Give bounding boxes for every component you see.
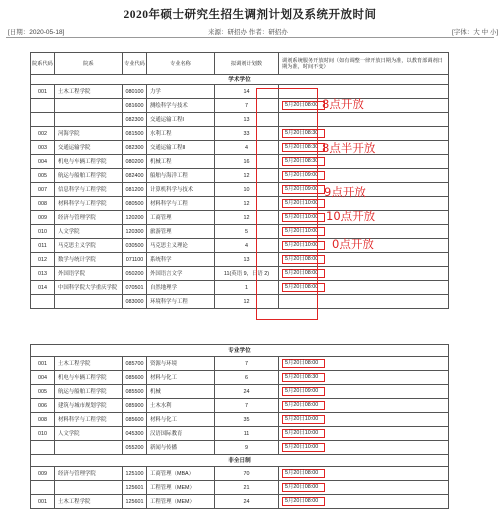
cell-mno: 085500: [123, 385, 147, 399]
cell-mno: 045300: [123, 427, 147, 441]
header-major: 专业名称: [147, 53, 215, 75]
cell-college: 土木工程学院: [55, 495, 123, 509]
page-title: 2020年硕士研究生招生调剂计划及系统开放时间: [123, 9, 377, 21]
cell-college: 马克思主义学院: [55, 239, 123, 253]
time-value: 5月20日08:30: [282, 129, 325, 138]
time-value: 5月20日10:00: [282, 227, 325, 236]
cell-cno: 011: [31, 239, 55, 253]
table-row: [31, 155, 449, 169]
table-row: [31, 99, 449, 113]
cell-major: 汉语国际教育: [147, 427, 215, 441]
cell-plan: 24: [215, 495, 279, 509]
cell-cno: 001: [31, 85, 55, 99]
cell-mno: 082400: [123, 169, 147, 183]
time-value: 5月20日08:00: [282, 469, 325, 478]
cell-cno: 008: [31, 197, 55, 211]
cell-plan: 13: [215, 253, 279, 267]
cell-plan: 12: [215, 295, 279, 309]
time-value: 5月20日10:00: [282, 443, 325, 452]
cell-college: 建筑与城市规划学院: [55, 399, 123, 413]
cell-mno: 055200: [123, 441, 147, 455]
table-row: [31, 253, 449, 267]
cell-major: 土木水利: [147, 399, 215, 413]
header-college-no: 院系代码: [31, 53, 55, 75]
table-row: [31, 281, 449, 295]
time-value: 5月20日08:30: [282, 373, 325, 382]
section-academic: 学术学位: [31, 75, 449, 85]
cell-plan: 21: [215, 481, 279, 495]
cell-cno: 012: [31, 253, 55, 267]
annotation-9: 9点开放: [324, 185, 366, 199]
header-major-no: 专业代码: [123, 53, 147, 75]
cell-major: 工商管理: [147, 211, 215, 225]
header-college: 院系: [55, 53, 123, 75]
cell-college: 信息科学与工程学院: [55, 183, 123, 197]
cell-plan: 70: [215, 467, 279, 481]
cell-mno: 125601: [123, 495, 147, 509]
cell-major: 工程管理（MEM）: [147, 481, 215, 495]
cell-time: [279, 413, 449, 427]
cell-major: 环境科学与工程: [147, 295, 215, 309]
time-value: 5月20日10:00: [282, 415, 325, 424]
table-row: [31, 183, 449, 197]
cell-mno: 083000: [123, 295, 147, 309]
cell-major: 水利工程: [147, 127, 215, 141]
table-row: [31, 239, 449, 253]
table-row: [31, 225, 449, 239]
cell-cno: 005: [31, 385, 55, 399]
annotation-0: 0点开放: [332, 237, 374, 251]
cell-plan: 4: [215, 141, 279, 155]
time-value: 5月20日10:00: [282, 199, 325, 208]
cell-time: [279, 399, 449, 413]
time-value: 5月20日08:30: [282, 157, 325, 166]
cell-mno: 081200: [123, 183, 147, 197]
header-plan: 拟调剂计划数: [215, 53, 279, 75]
cell-cno: 013: [31, 267, 55, 281]
cell-plan: 24: [215, 385, 279, 399]
cell-major: 自然地理学: [147, 281, 215, 295]
cell-college: [55, 441, 123, 455]
table-row: [31, 441, 449, 455]
annotation-10: 10点开放: [326, 209, 376, 223]
cell-college: [55, 295, 123, 309]
table-row: [31, 413, 449, 427]
cell-plan: 7: [215, 99, 279, 113]
table-row: [31, 371, 449, 385]
cell-mno: 120200: [123, 211, 147, 225]
time-value: 5月20日08:00: [282, 483, 325, 492]
cell-plan: 12: [215, 169, 279, 183]
cell-major: 船舶与海洋工程: [147, 169, 215, 183]
cell-major: 交通运输工程Ⅱ: [147, 141, 215, 155]
table-row: [31, 399, 449, 413]
cell-college: 人文学院: [55, 427, 123, 441]
cell-cno: 001: [31, 495, 55, 509]
cell-cno: 007: [31, 183, 55, 197]
cell-plan: 10: [215, 183, 279, 197]
cell-mno: 050200: [123, 267, 147, 281]
header-time: 调剂系统服务开放时间（如有调整一律开放日期为准，以教育部调剂日期为准，时间不变）: [279, 53, 449, 75]
time-value: 5月20日09:00: [282, 185, 325, 194]
time-value: 5月20日10:00: [282, 241, 325, 250]
cell-college: 外国语学院: [55, 267, 123, 281]
cell-cno: 014: [31, 281, 55, 295]
table-row: [31, 141, 449, 155]
cell-cno: [31, 99, 55, 113]
cell-major: 资源与环境: [147, 357, 215, 371]
section-row: [31, 455, 449, 467]
cell-major: 系统科学: [147, 253, 215, 267]
cell-cno: 008: [31, 413, 55, 427]
cell-time: [279, 467, 449, 481]
cell-cno: 004: [31, 371, 55, 385]
cell-major: 外国语言文学: [147, 267, 215, 281]
annotation-8: 8点开放: [322, 97, 364, 111]
academic-table: [30, 52, 449, 309]
cell-mno: 082300: [123, 113, 147, 127]
cell-college: 土木工程学院: [55, 85, 123, 99]
cell-plan: 11: [215, 427, 279, 441]
highlight-time-column: [256, 88, 318, 320]
section-row: [31, 75, 449, 85]
cell-plan: 4: [215, 239, 279, 253]
time-value: 5月20日09:00: [282, 171, 325, 180]
section-row: [31, 345, 449, 357]
cell-time: [279, 357, 449, 371]
cell-mno: 080500: [123, 197, 147, 211]
cell-major: 交通运输工程Ⅰ: [147, 113, 215, 127]
cell-plan: 11(英语 9，日语 2): [215, 267, 279, 281]
cell-major: 测绘科学与技术: [147, 99, 215, 113]
table-row: [31, 85, 449, 99]
time-value: 5月20日08:00: [282, 497, 325, 506]
table-row: [31, 113, 449, 127]
cell-college: 河海学院: [55, 127, 123, 141]
cell-college: 航运与船舶工程学院: [55, 169, 123, 183]
cell-mno: 080100: [123, 85, 147, 99]
cell-mno: 085900: [123, 399, 147, 413]
cell-cno: 004: [31, 155, 55, 169]
cell-major: 工商管理（MBA）: [147, 467, 215, 481]
divider: [6, 37, 494, 38]
cell-plan: 16: [215, 155, 279, 169]
cell-college: 材料科学与工程学院: [55, 413, 123, 427]
cell-plan: 12: [215, 211, 279, 225]
professional-table: [30, 344, 449, 509]
cell-plan: 7: [215, 399, 279, 413]
cell-cno: 009: [31, 211, 55, 225]
cell-college: 机电与车辆工程学院: [55, 371, 123, 385]
time-value: 5月20日08:00: [282, 359, 325, 368]
cell-mno: 071100: [123, 253, 147, 267]
cell-major: 新闻与传播: [147, 441, 215, 455]
cell-college: 数学与统计学院: [55, 253, 123, 267]
cell-plan: 14: [215, 85, 279, 99]
cell-college: [55, 99, 123, 113]
cell-mno: 120300: [123, 225, 147, 239]
cell-cno: 006: [31, 399, 55, 413]
cell-plan: 13: [215, 113, 279, 127]
table-row: [31, 495, 449, 509]
table-row: [31, 295, 449, 309]
table-row: [31, 267, 449, 281]
cell-major: 材料与化工: [147, 413, 215, 427]
time-value: 5月20日08:00: [282, 401, 325, 410]
cell-cno: 009: [31, 467, 55, 481]
time-value: 5月20日10:00: [282, 213, 325, 222]
annotation-830: 8点半开放: [322, 141, 376, 155]
table-row: [31, 211, 449, 225]
cell-college: 中国科学院大学重庆学院: [55, 281, 123, 295]
table-row: [31, 467, 449, 481]
table-row: [31, 385, 449, 399]
cell-cno: [31, 441, 55, 455]
date-label: [日期：2020-05-18]: [8, 29, 65, 36]
cell-college: 机电与车辆工程学院: [55, 155, 123, 169]
cell-plan: 33: [215, 127, 279, 141]
cell-time: [279, 385, 449, 399]
cell-plan: 12: [215, 197, 279, 211]
cell-major: 马克思主义理论: [147, 239, 215, 253]
cell-cno: 003: [31, 141, 55, 155]
time-value: 5月20日09:00: [282, 387, 325, 396]
cell-college: 土木工程学院: [55, 357, 123, 371]
font-size-control[interactable]: [字体：大 中 小]: [452, 29, 499, 36]
cell-mno: 125100: [123, 467, 147, 481]
cell-cno: 010: [31, 225, 55, 239]
cell-cno: [31, 481, 55, 495]
cell-mno: 070501: [123, 281, 147, 295]
cell-major: 工程管理（MEM）: [147, 495, 215, 509]
table-row: [31, 357, 449, 371]
table-row: [31, 481, 449, 495]
cell-time: [279, 427, 449, 441]
cell-college: 航运与船舶工程学院: [55, 385, 123, 399]
cell-plan: 7: [215, 357, 279, 371]
table-row: [31, 197, 449, 211]
cell-cno: [31, 113, 55, 127]
cell-cno: 002: [31, 127, 55, 141]
source-label: 来源：研招办 作者：研招办: [208, 29, 288, 36]
cell-time: [279, 441, 449, 455]
time-value: 5月20日08:00: [282, 101, 325, 110]
cell-major: 计算机科学与技术: [147, 183, 215, 197]
cell-major: 机械: [147, 385, 215, 399]
cell-mno: 082300: [123, 141, 147, 155]
table-header-row: [31, 53, 449, 75]
table-row: [31, 427, 449, 441]
cell-mno: 081500: [123, 127, 147, 141]
cell-cno: 005: [31, 169, 55, 183]
cell-mno: 125601: [123, 481, 147, 495]
cell-mno: 085700: [123, 357, 147, 371]
cell-college: [55, 113, 123, 127]
cell-time: [279, 371, 449, 385]
cell-cno: 001: [31, 357, 55, 371]
time-value: 5月20日08:00: [282, 255, 325, 264]
section-professional: 专业学位: [31, 345, 449, 357]
time-value: 5月20日08:30: [282, 143, 325, 152]
cell-plan: 35: [215, 413, 279, 427]
cell-time: [279, 481, 449, 495]
cell-mno: 030500: [123, 239, 147, 253]
cell-plan: 5: [215, 225, 279, 239]
cell-major: 材料与化工: [147, 371, 215, 385]
time-value: 5月20日08:00: [282, 269, 325, 278]
section-parttime: 非全日制: [31, 455, 449, 467]
cell-time: [279, 495, 449, 509]
cell-cno: [31, 295, 55, 309]
cell-mno: 085600: [123, 371, 147, 385]
cell-college: 交通运输学院: [55, 141, 123, 155]
cell-mno: 081600: [123, 99, 147, 113]
cell-cno: 010: [31, 427, 55, 441]
cell-major: 机械工程: [147, 155, 215, 169]
cell-plan: 9: [215, 441, 279, 455]
cell-major: 材料科学与工程: [147, 197, 215, 211]
cell-college: 经济与管理学院: [55, 211, 123, 225]
time-value: 5月20日08:00: [282, 283, 325, 292]
cell-major: 旅游管理: [147, 225, 215, 239]
cell-major: 力学: [147, 85, 215, 99]
cell-college: 人文学院: [55, 225, 123, 239]
cell-plan: 6: [215, 371, 279, 385]
cell-plan: 1: [215, 281, 279, 295]
table-row: [31, 127, 449, 141]
cell-mno: 080200: [123, 155, 147, 169]
cell-college: [55, 481, 123, 495]
cell-college: 材料科学与工程学院: [55, 197, 123, 211]
cell-mno: 085600: [123, 413, 147, 427]
time-value: 5月20日10:00: [282, 429, 325, 438]
table-row: [31, 169, 449, 183]
cell-college: 经济与管理学院: [55, 467, 123, 481]
